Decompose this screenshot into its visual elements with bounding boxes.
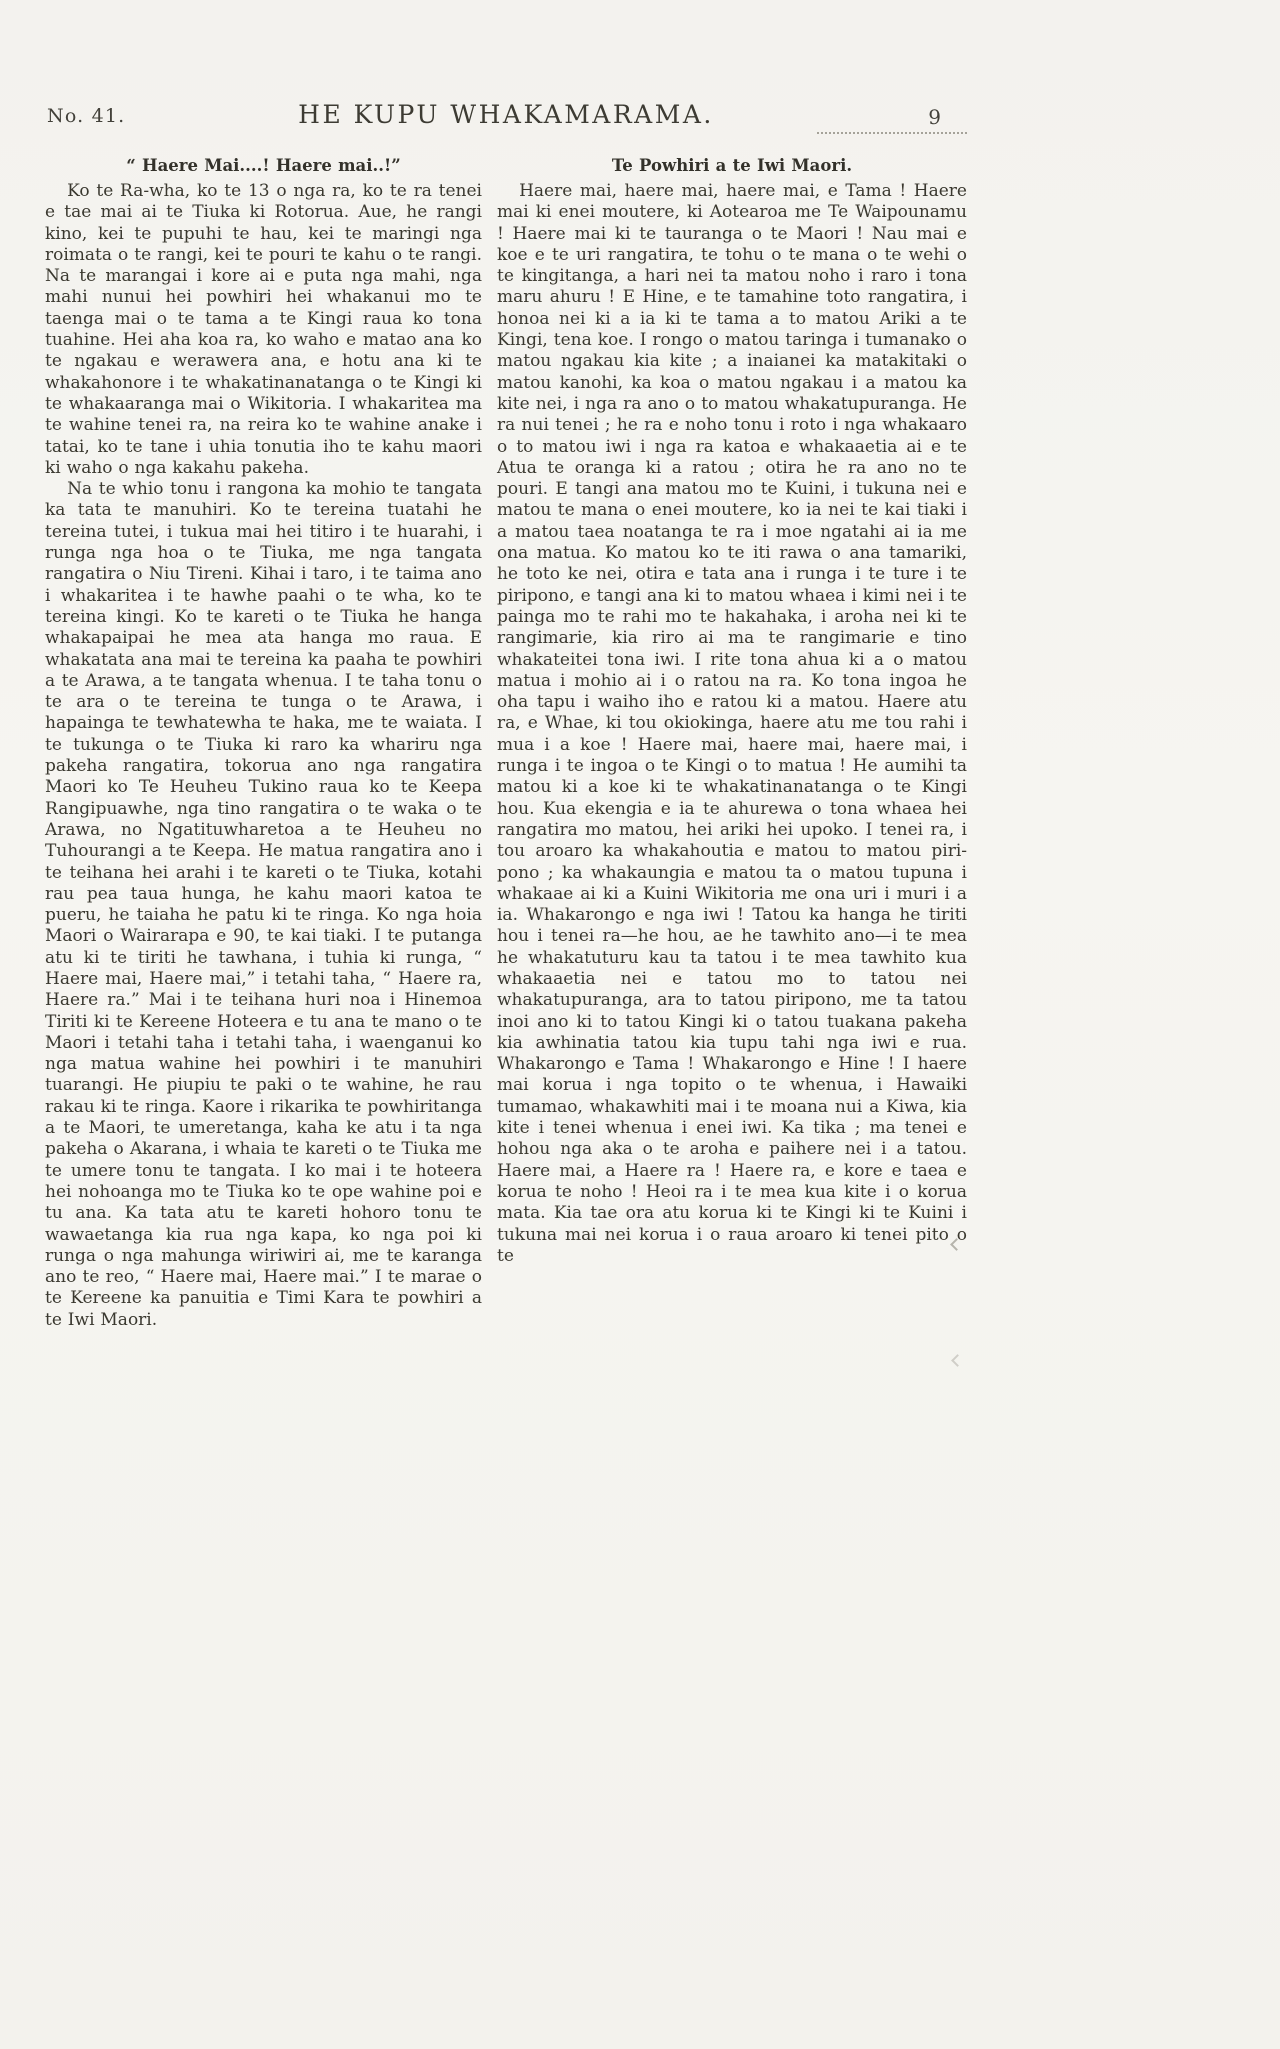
scanned-newspaper-page: [45, 0, 967, 1331]
issue-number: No. 41.: [47, 105, 126, 127]
right-column-heading: Te Powhiri a te Iwi Maori.: [611, 156, 853, 175]
scan-edge-mark: [951, 1354, 964, 1367]
page-number: 9: [928, 105, 941, 129]
body-paragraph: Ko te Ra-wha, ko te 13 o nga ra, ko te ra tenei e tae mai ai te Tiuka ki Rotorua. Aue, he rangi kino, kei te pupuhi te hau, kei te maringi nga roimata o te rangi, kei te pouri te kahu o te rangi. Na te marangai i kore ai e puta nga mahi, nga mahi nunui hei powhiri hei whakanui mo te taenga mai o te tama a te Kingi raua ko tona tuahine. Hei aha koa ra, ko waho e matao ana ko te ngakau e werawera ana, e hotu ana ki te whakahonore i te whakatinanatanga o te Kingi ki te whakaaranga mai o Wikitoria. I whakaritea ma te wahine tenei ra, na reira ko te wahine anake i tatai, ko te tane i uhia tonutia iho te kahu maori ki waho o nga kakahu pakeha.: [45, 181, 482, 478]
body-paragraph: Na te whio tonu i rangona ka mohio te tangata ka tata te manuhiri. Ko te tereina tuatahi he tereina tutei, i tukua mai hei titiro i te huarahi, i runga nga hoa o te Tiuka, me nga tangata rangatira o Niu Tireni. Kihai i taro, i te taima ano i whakaritea i te hawhe paahi o te wha, ko te tereina kingi. Ko te kareti o te Tiuka he hanga whakapaipai he mea ata hanga mo raua. E whakatata ana mai te tereina ka paaha te powhiri a te Arawa, a te tangata whenua. I te taha tonu o te ara o te tereina te tunga o te Arawa, i hapainga te tewhatewha te haka, me te waiata. I te tukunga o te Tiuka ki raro ka whariru nga pakeha rangatira, tokorua ano nga rangatira Maori ko Te Heuheu Tukino raua ko te Keepa Rangipuawhe, nga tino rangatira o te waka o te Arawa, no Ngatituwharetoa a te Heuheu no Tuhourangi a te Keepa. He matua rangatira ano i te teihana hei arahi i te kareti o te Tiuka, kotahi rau pea taua hunga, he kahu maori katoa te pueru, he taiaha he patu ki te ringa. Ko nga hoia Maori o Wairarapa e 90, te kai tiaki. I te putanga atu ki te tiriti he tawhana, i tuhia ki runga, “ Haere mai, Haere mai,” i tetahi taha, “ Haere ra, Haere ra.” Mai i te teihana huri noa i Hinemoa Tiriti ki te Kereene Hoteera e tu ana te mano o te Maori i tetahi taha i tetahi taha, i waenganui ko nga matua wahine hei powhiri i te manuhiri tuarangi. He piupiu te paki o te wahine, he rau rakau ki te ringa. Kaore i rikarika te powhiritanga a te Maori, te umeretanga, kaha ke atu i ta nga pakeha o Akarana, i whaia te kareti o te Tiuka me te umere tonu te tangata. I ko mai i te hoteera hei nohoanga mo te Tiuka ko te ope wahine poi e tu ana. Ka tata atu te kareti hohoro tonu te wawaetanga kia rua nga kapa, ko nga poi ki runga o nga mahunga wiriwiri ai, me te karanga ano te reo, “ Haere mai, Haere mai.” I te marae o te Kereene ka panuitia e Timi Kara te powhiri a te Iwi Maori.: [45, 479, 482, 1330]
right-column: [497, 156, 967, 1331]
newspaper-title: HE KUPU WHAKAMARAMA.: [298, 100, 714, 129]
article-columns: [45, 156, 967, 1331]
left-column: [45, 156, 482, 1331]
page-header: [45, 92, 967, 132]
left-column-heading: “ Haere Mai....! Haere mai..!”: [126, 156, 401, 175]
body-paragraph: Haere mai, haere mai, haere mai, e Tama ! Haere mai ki enei moutere, ki Aotearoa me Te Waipounamu ! Haere mai ki te tauranga o te Maori ! Nau mai e koe e te uri rangatira, te tohu o te mana o te wehi o te kingitanga, a hari nei ta matou noho i raro i tona maru ahuru ! E Hine, e te tamahine toto rangatira, i honoa nei ki a ia ki te tama a to matou Ariki a te Kingi, tena koe. I rongo o matou taringa i tumanako o matou ngakau kia kite ; a inaianei ka matakitaki o matou kanohi, ka koa o matou ngakau i a matou ka kite nei, i nga ra ano o to matou whakatupuranga. He ra nui tenei ; he ra e noho tonu i roto i nga whakaaro o to matou iwi i nga ra katoa e whakaaetia ai e te Atua te oranga ki a ratou ; otira he ra ano no te pouri. E tangi ana matou mo te Kuini, i tukuna nei e matou te mana o enei moutere, ko ia nei te kai tiaki i a matou taea noatanga te ra i moe ngatahi ai ia me ona matua. Ko matou ko te iti rawa o ana tamariki, he toto ke nei, otira e tata ana i runga i te ture i te piripono, e tangi ana ki to matou whaea i kimi nei i te painga mo te rahi mo te hakahaka, i aroha nei ki te rangimarie, kia riro ai ma te rangimarie e tino whakateitei tona iwi. I rite tona ahua ki a o matou matua i mohio ai i o ratou na ra. Ko tona ingoa he oha tapu i waiho iho e ratou ki a matou. Haere atu ra, e Whae, ki tou okiokinga, haere atu me tou rahi i mua i a koe ! Haere mai, haere mai, haere mai, i runga i te ingoa o te Kingi o to matua ! He aumihi ta matou ki a koe ki te whakatinanatanga o te Kingi hou. Kua ekengia e ia te ahurewa o tona whaea hei rangatira mo matou, hei ariki hei upoko. I tenei ra, i tou aroaro ka whakahoutia e matou to matou piri-pono ; ka whakaungia e matou ta o matou tupuna i whakaae ai ki a Kuini Wikitoria me ona uri i muri i a ia. Whakarongo e nga iwi ! Tatou ka hanga he tiriti hou i tenei ra—he hou, ae he tawhito ano—i te mea he whakatuturu kau ta tatou i te mea tawhito kua whakaaetia nei e tatou mo to tatou nei whakatupuranga, ara to tatou piripono, me ta tatou inoi ano ki to tatou Kingi ki o tatou tuakana pakeha kia awhinatia tatou kia tupu tahi nga iwi e rua. Whakarongo e Tama ! Whakarongo e Hine ! I haere mai korua i nga topito o te whenua, i Hawaiki tumamao, whakawhiti mai i te moana nui a Kiwa, kia kite i tenei whenua i enei iwi. Ka tika ; ma tenei e hohou nga aka o te aroha e paihere nei i a tatou. Haere mai, a Haere ra ! Haere ra, e kore e taea e korua te noho ! Heoi ra i te mea kua kite i o korua mata. Kia tae ora atu korua ki te Kingi ki te Kuini i tukuna mai nei korua i o raua aroaro ki tenei pito o te: [497, 181, 967, 1266]
dashed-rule: [817, 132, 967, 134]
